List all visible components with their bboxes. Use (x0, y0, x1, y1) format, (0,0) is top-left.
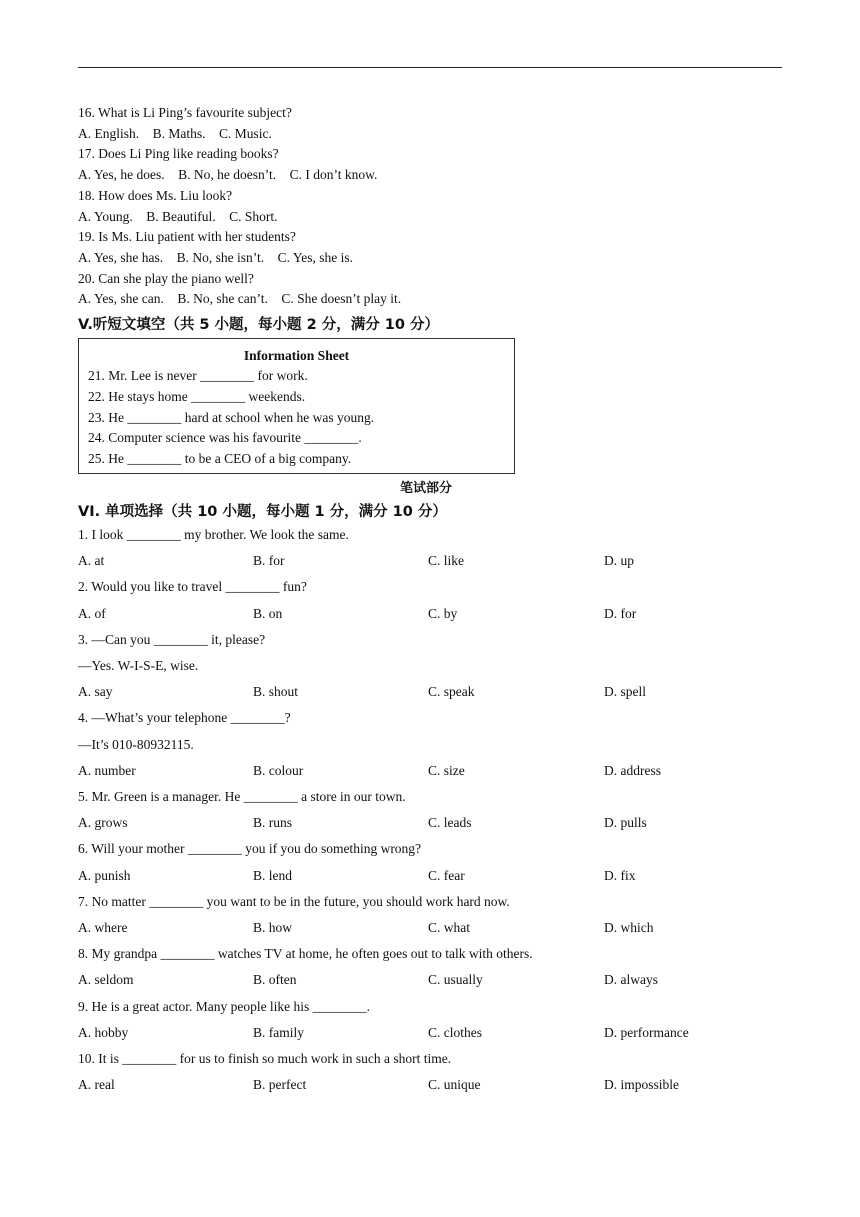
mc-9-option-c: C. clothes (428, 1024, 482, 1040)
information-sheet (78, 338, 515, 474)
mc-question-5: 5. Mr. Green is a manager. He ________ a store in our town. (78, 789, 406, 804)
info-line-22: 22. He stays home ________ weekends. (88, 388, 306, 404)
mc-3-option-c: C. speak (428, 684, 475, 700)
mc-question-3: 3. —Can you ________ it, please? (78, 631, 266, 647)
question-18: 18. How does Ms. Liu look? (78, 187, 233, 203)
mc-question-6: 6. Will your mother ________ you if you do something wrong? (78, 841, 422, 857)
section-6-title: VI. 单项选择（共 10 小题，每小题 1 分，满分 10 分） (78, 504, 447, 520)
mc-1-option-a: A. at (78, 553, 105, 569)
mc-2-option-a: A. of (78, 605, 106, 621)
mc-3-option-b: B. shout (253, 684, 299, 700)
mc-question-1: 1. I look ________ my brother. We look the same. (78, 527, 349, 542)
mc-question-4: 4. —What’s your telephone ________? (78, 710, 291, 726)
mc-6-option-a: A. punish (78, 867, 131, 883)
mc-8-option-d: D. always (604, 972, 658, 988)
mc-8-option-c: C. usually (428, 972, 483, 988)
mc-question-9: 9. He is a great actor. Many people like his ________. (78, 998, 371, 1014)
mc-6-option-b: B. lend (253, 867, 292, 883)
question-20: 20. Can she play the piano well? (78, 270, 254, 286)
mc-7-option-b: B. how (253, 920, 293, 935)
info-line-24: 24. Computer science was his favourite ________. (88, 430, 362, 446)
info-line-21: 21. Mr. Lee is never ________ for work. (88, 368, 308, 383)
mc-5-option-c: C. leads (428, 815, 472, 831)
information-sheet-title: Information Sheet (243, 348, 350, 363)
options-17: A. Yes, he does. B. No, he doesn’t. C. I don’t know. (78, 167, 378, 183)
question-17: 17. Does Li Ping like reading books? (78, 146, 279, 162)
mc-10-option-c: C. unique (428, 1077, 481, 1093)
section-5-title: V.听短文填空（共 5 小题，每小题 2 分，满分 10 分） (78, 317, 440, 333)
mc-9-option-a: A. hobby (78, 1024, 129, 1040)
mc-9-option-b: B. family (253, 1024, 304, 1040)
mc-10-option-b: B. perfect (253, 1077, 307, 1093)
mc-4-option-b: B. colour (253, 762, 304, 778)
question-16: 16. What is Li Ping’s favourite subject? (78, 105, 292, 120)
mc-7-option-c: C. what (428, 920, 470, 935)
mc-7-option-d: D. which (604, 920, 654, 935)
mc-2-option-b: B. on (253, 605, 283, 621)
info-line-25: 25. He ________ to be a CEO of a big company. (88, 451, 352, 467)
options-16: A. English. B. Maths. C. Music. (78, 125, 272, 141)
mc-6-option-c: C. fear (428, 867, 465, 883)
options-18: A. Young. B. Beautiful. C. Short. (78, 208, 278, 224)
info-line-23: 23. He ________ hard at school when he was young. (88, 409, 375, 425)
mc-3-option-d: D. spell (604, 684, 646, 700)
options-20: A. Yes, she can. B. No, she can’t. C. She doesn’t play it. (78, 291, 402, 307)
mc-9-option-d: D. performance (604, 1024, 689, 1040)
mc-4-option-a: A. number (78, 762, 136, 778)
mc-4-option-c: C. size (428, 762, 465, 778)
mc-5-option-b: B. runs (253, 815, 293, 831)
listening-questions (78, 103, 401, 310)
mc-question-4-dialogue: —It’s 010-80932115. (78, 736, 194, 752)
mc-question-3-dialogue: —Yes. W-I-S-E, wise. (78, 658, 199, 673)
mc-10-option-d: D. impossible (604, 1077, 680, 1093)
options-19: A. Yes, she has. B. No, she isn’t. C. Yes, she is. (78, 249, 354, 265)
mc-6-option-d: D. fix (604, 867, 636, 883)
mc-1-option-b: B. for (253, 553, 285, 569)
mc-5-option-a: A. grows (78, 815, 128, 831)
written-part-heading: 笔试部分 (400, 481, 453, 496)
mc-2-option-d: D. for (604, 605, 637, 621)
mc-question-2: 2. Would you like to travel ________ fun? (78, 579, 307, 595)
mc-1-option-d: D. up (604, 553, 634, 569)
mc-question-7: 7. No matter ________ you want to be in the future, you should work hard now. (78, 893, 510, 909)
question-19: 19. Is Ms. Liu patient with her students? (78, 229, 296, 245)
mc-question-8: 8. My grandpa ________ watches TV at home, he often goes out to talk with others. (78, 946, 533, 962)
mc-8-option-b: B. often (253, 972, 297, 988)
mc-4-option-d: D. address (604, 762, 661, 778)
mc-3-option-a: A. say (78, 684, 113, 700)
mc-1-option-c: C. like (428, 553, 464, 569)
mc-10-option-a: A. real (78, 1077, 115, 1093)
mc-8-option-a: A. seldom (78, 972, 134, 988)
mc-2-option-c: C. by (428, 605, 458, 621)
mc-question-10: 10. It is ________ for us to finish so much work in such a short time. (78, 1051, 452, 1066)
mc-7-option-a: A. where (78, 920, 128, 935)
header-rule (78, 67, 782, 68)
mc-5-option-d: D. pulls (604, 815, 647, 831)
